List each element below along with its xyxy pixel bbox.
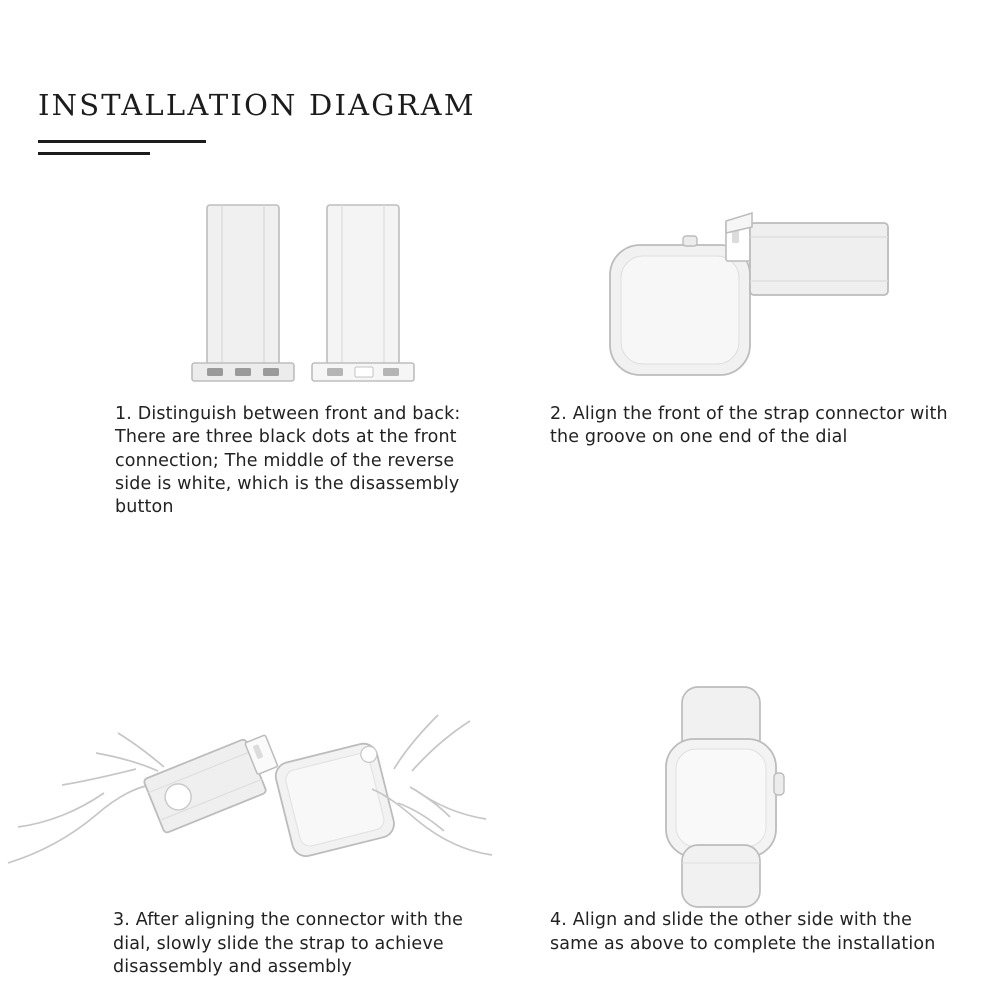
assembled-watch [666,687,784,907]
strap-connector [726,213,888,295]
step-3-illustration [0,677,500,909]
step-4-illustration [500,677,1000,909]
step-2-illustration [500,175,1000,403]
strap-front-view [192,205,294,381]
steps-grid [0,175,1000,979]
page-title: INSTALLATION DIAGRAM [38,88,476,122]
title-underline-bottom [38,152,150,155]
step-4-cell [500,677,1000,979]
title-underline [38,140,206,155]
watch-dial-piece [273,741,397,859]
step-1-caption: 1. Distinguish between front and back: There are three black dots at the front connection; The middle of the reverse side is white, which is the disassembly button [115,404,461,518]
page-header [38,88,538,155]
strap-left-piece [143,731,285,833]
step-2-cell [500,175,1000,519]
step-4-caption: 4. Align and slide the other side with the same as above to complete the installation [550,910,936,954]
step-3-caption: 3. After aligning the connector with the dial, slowly slide the strap to achieve disassembly and assembly [113,910,464,977]
step-1-cell [0,175,500,519]
title-underline-top [38,140,206,143]
step-2-caption: 2. Align the front of the strap connector with the groove on one end of the dial [550,404,948,448]
steps-row-1 [0,175,1000,519]
strap-back-view [312,205,414,381]
steps-row-2 [0,677,1000,979]
step-3-cell [0,677,500,979]
step-1-illustration [0,175,500,403]
